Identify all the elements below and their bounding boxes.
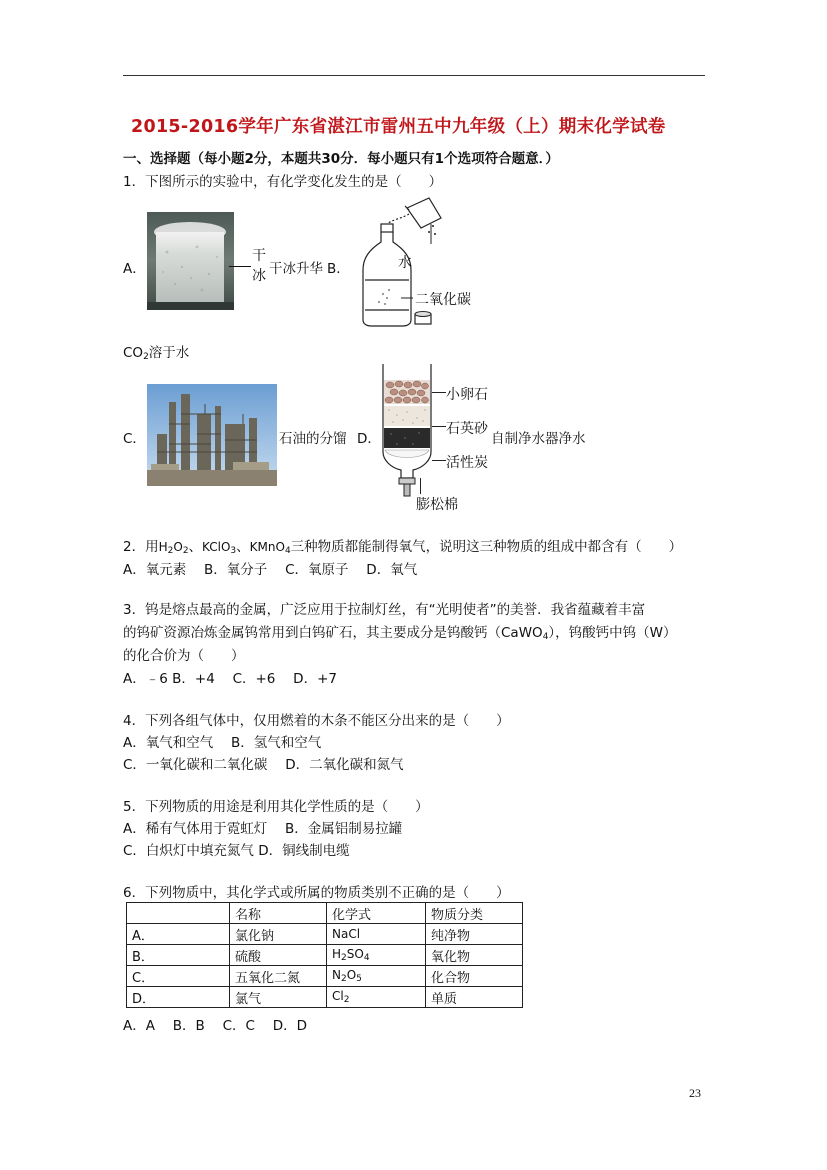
- row-class: 化合物: [426, 966, 523, 987]
- q3-line-1: 3．钨是熔点最高的金属，广泛应用于拉制灯丝，有“光明使者”的美誉．我省蕴藏着丰富: [123, 602, 646, 618]
- q1-option-a-label: A．: [123, 261, 146, 277]
- cotton-leader: [420, 478, 421, 494]
- row-label: C．: [127, 966, 230, 987]
- formula-h2o2-o: O: [173, 540, 183, 554]
- formula-kclo3-sub: 3: [230, 546, 237, 556]
- q2-stem-end: 三种物质都能制得氧气，说明这三种物质的组成中都含有（ ）: [290, 539, 683, 555]
- formula-part: SO: [346, 947, 364, 961]
- section-heading: 一、选择题（每小题2分，本题共30分．每小题只有1个选项符合题意．）: [123, 151, 559, 167]
- q4-stem: 4．下列各组气体中，仅用燃着的木条不能区分出来的是（ ）: [123, 713, 510, 729]
- formula-part: N: [332, 968, 341, 982]
- page-title: 2015-2016学年广东省湛江市雷州五中九年级（上）期末化学试卷: [131, 117, 666, 137]
- row-class: 氧化物: [426, 945, 523, 966]
- dry-ice-callout-bottom: 冰: [252, 268, 266, 284]
- row-name: 硫酸: [230, 945, 327, 966]
- row-name: 氯化钠: [230, 924, 327, 945]
- header-rule: [123, 75, 705, 76]
- q2-separator-2: 、: [236, 539, 250, 555]
- formula-part: H: [332, 947, 342, 961]
- q3-line-2-start: 的钨矿资源冶炼金属钨常用到白钨矿石，其主要成分是钨酸钙（CaWO: [123, 625, 543, 641]
- q1-option-c-caption: 石油的分馏: [279, 431, 347, 447]
- table-row: [127, 987, 523, 1008]
- q3-line-3: 的化合价为（ ）: [123, 648, 245, 664]
- row-label: B．: [127, 945, 230, 966]
- dry-ice-photo: [147, 212, 234, 310]
- q5-options-cd: C．白炽灯中填充氮气 D．铜线制电缆: [123, 843, 350, 859]
- formula-h2o2-sub1: 2: [167, 546, 174, 556]
- co2-subscript: 2: [143, 352, 149, 362]
- q2-separator-1: 、: [188, 539, 203, 555]
- row-name: 五氧化二氮: [230, 966, 327, 987]
- bottle-water-callout: 水: [398, 255, 412, 271]
- q6-table: [126, 902, 523, 1008]
- layer-cotton: 膨松棉: [416, 497, 458, 513]
- formula-subscript: 5: [356, 974, 362, 984]
- formula-subscript: 2: [341, 953, 347, 963]
- q1-option-b-label: B．: [327, 261, 350, 277]
- table-header-cell: 物质分类: [426, 903, 523, 924]
- table-row: [127, 924, 523, 945]
- q1-option-d-label: D．: [357, 431, 381, 447]
- q6-stem: 6．下列物质中，其化学式或所属的物质类别不正确的是（ ）: [123, 885, 510, 901]
- page-number: 23: [689, 1086, 701, 1100]
- formula-part: O: [346, 968, 357, 982]
- q2-options: A．氧元素 B．氧分子 C．氧原子 D．氧气: [123, 562, 418, 578]
- formula-subscript: 2: [340, 974, 347, 984]
- dry-ice-leader-line: [229, 266, 251, 267]
- row-class: 单质: [426, 987, 523, 1008]
- dry-ice-callout-top: 干: [252, 248, 266, 264]
- row-class: 纯净物: [426, 924, 523, 945]
- formula-kmno4: KMnO: [249, 540, 285, 554]
- formula-h2o2-h: H: [158, 540, 168, 554]
- formula-kclo3: KClO: [202, 540, 231, 554]
- table-header-row: [127, 903, 523, 924]
- formula-kmno4-sub: 4: [284, 546, 291, 556]
- q4-options-cd: C．一氧化碳和二氧化碳 D．二氧化碳和氮气: [123, 757, 404, 773]
- row-formula: [327, 987, 426, 1008]
- q4-options-ab: A．氧气和空气 B．氢气和空气: [123, 735, 322, 751]
- table-row: [127, 966, 523, 987]
- pebble-leader: [432, 392, 446, 393]
- formula-subscript: 2: [343, 995, 350, 1005]
- water-purifier-drawing: [377, 360, 437, 510]
- row-formula: [327, 945, 426, 966]
- row-label: D．: [127, 987, 230, 1008]
- row-formula: [327, 966, 426, 987]
- layer-pebbles: 小卵石: [446, 387, 488, 403]
- co2-caption-tail: 溶于水: [148, 345, 190, 361]
- q6-options: A．A B．B C．C D．D: [123, 1018, 308, 1034]
- refinery-photo: [147, 384, 277, 486]
- table-header-cell: [127, 903, 230, 924]
- formula-subscript: 4: [363, 953, 370, 963]
- q2-stem-start: 2．用: [123, 539, 159, 555]
- layer-quartz-sand: 石英砂: [446, 421, 488, 437]
- q1-option-b-caption: [123, 341, 189, 362]
- q3-line-2-end: ），钨酸钙中钨（W）: [548, 625, 677, 641]
- formula-part: Cl: [332, 989, 344, 1003]
- co2-symbol: CO: [123, 345, 144, 361]
- table-row: [127, 945, 523, 966]
- sand-leader: [432, 426, 446, 427]
- formula-h2o2-sub2: 2: [182, 546, 189, 556]
- q3-options: A．﹣6 B．+4 C．+6 D．+7: [123, 671, 337, 687]
- bottle-co2-callout: 二氧化碳: [415, 292, 471, 308]
- q5-options-ab: A．稀有气体用于霓虹灯 B．金属铝制易拉罐: [123, 821, 403, 837]
- row-name: 氯气: [230, 987, 327, 1008]
- q1-option-a-caption: 干冰升华: [269, 261, 323, 277]
- table-header-cell: 化学式: [327, 903, 426, 924]
- row-label: A．: [127, 924, 230, 945]
- q5-stem: 5．下列物质的用途是利用其化学性质的是（ ）: [123, 799, 429, 815]
- formula-part: NaCl: [332, 927, 361, 941]
- q1-stem: 1．下图所示的实验中，有化学变化发生的是（ ）: [123, 174, 443, 190]
- q1-option-d-caption: 自制净水器净水: [491, 431, 586, 447]
- q1-option-c-label: C．: [123, 431, 146, 447]
- q2-stem: [123, 535, 682, 556]
- table-header-cell: 名称: [230, 903, 327, 924]
- carbon-leader: [432, 460, 446, 461]
- q3-line-2: [123, 621, 677, 642]
- row-formula: [327, 924, 426, 945]
- layer-activated-carbon: 活性炭: [446, 455, 488, 471]
- cawo4-subscript: 4: [542, 632, 549, 642]
